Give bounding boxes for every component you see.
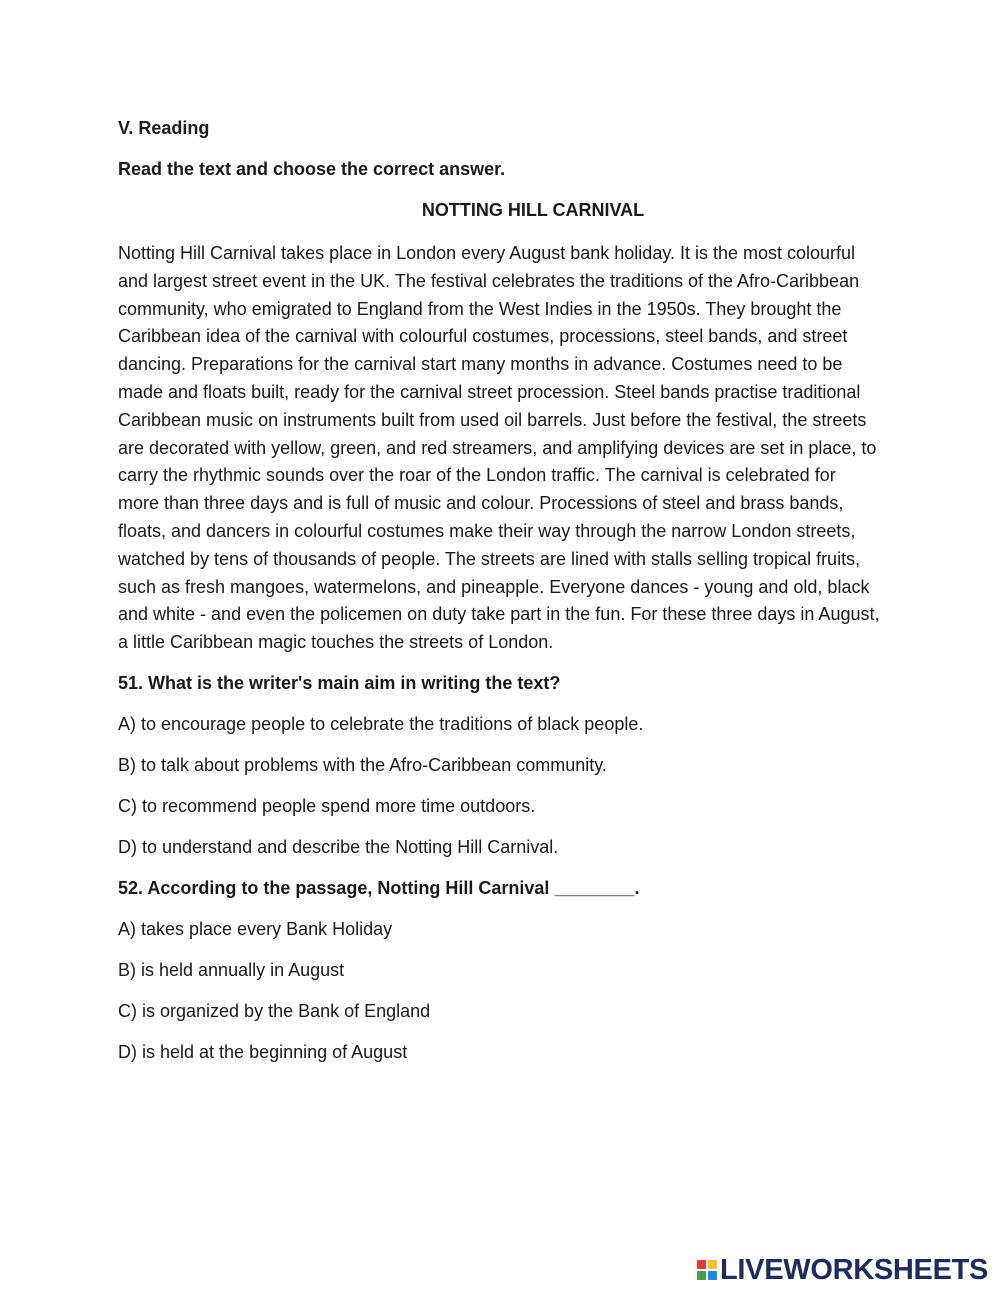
question-51-option-a[interactable]: A) to encourage people to celebrate the traditions of black people.	[118, 714, 644, 734]
passage-line: and white - and even the policemen on duty take part in the fun. For these three days in August,	[118, 604, 880, 625]
logo-block	[708, 1260, 717, 1269]
question-51-option-d[interactable]: D) to understand and describe the Notting Hill Carnival.	[118, 837, 559, 857]
passage-line: more than three days and is full of music and colour. Processions of steel and brass bands,	[118, 493, 844, 514]
passage-line: Notting Hill Carnival takes place in London every August bank holiday. It is the most colourful	[118, 243, 856, 263]
passage-line: Caribbean idea of the carnival with colourful costumes, processions, steel bands, and street	[118, 326, 848, 347]
logo-blocks-icon	[697, 1260, 717, 1280]
question-52-option-a[interactable]: A) takes place every Bank Holiday	[118, 919, 393, 939]
instruction-text: Read the text and choose the correct answer.	[118, 159, 506, 179]
question-51-option-b[interactable]: B) to talk about problems with the Afro-Caribbean community.	[118, 755, 607, 775]
passage-line: watched by tens of thousands of people. The streets are lined with stalls selling tropical fruits,	[118, 548, 861, 569]
passage-line: floats, and dancers in colourful costumes make their way through the narrow London streets,	[118, 520, 856, 541]
question-51-prompt: 51. What is the writer's main aim in writing the text?	[118, 673, 561, 693]
passage-title: NOTTING HILL CARNIVAL	[421, 200, 645, 220]
passage-line: are decorated with yellow, green, and red streamers, and amplifying devices are set in place, to	[118, 437, 877, 458]
question-52-option-b[interactable]: B) is held annually in August	[118, 960, 345, 980]
logo-text: LIVEWORKSHEETS	[720, 1254, 989, 1286]
passage-line: dancing. Preparations for the carnival start many months in advance. Costumes need to be	[118, 354, 843, 375]
passage-line: made and floats built, ready for the carnival street procession. Steel bands practise traditional	[118, 381, 861, 402]
question-52-prompt: 52. According to the passage, Notting Hill Carnival ________.	[118, 878, 640, 898]
passage-line: community, who emigrated to England from the West Indies in the 1950s. They brought the	[118, 298, 842, 319]
passage-line: such as fresh mangoes, watermelons, and pineapple. Everyone dances - young and old, black	[118, 576, 870, 597]
question-52-option-d[interactable]: D) is held at the beginning of August	[118, 1042, 408, 1062]
question-52-option-c[interactable]: C) is organized by the Bank of England	[118, 1001, 431, 1021]
passage-line: and largest street event in the UK. The festival celebrates the traditions of the Afro-Caribbean	[118, 270, 860, 291]
liveworksheets-logo	[697, 1253, 988, 1287]
passage-line: a little Caribbean magic touches the streets of London.	[118, 632, 554, 653]
passage-line: Caribbean music on instruments built from used oil barrels. Just before the festival, the streets	[118, 409, 867, 430]
passage-line: carry the rhythmic sounds over the roar of the London traffic. The carnival is celebrated for	[118, 465, 836, 486]
reading-passage	[118, 240, 948, 657]
logo-block	[697, 1271, 706, 1280]
logo-block	[708, 1271, 717, 1280]
section-heading: V. Reading	[118, 118, 210, 138]
logo-block	[697, 1260, 706, 1269]
question-51-option-c[interactable]: C) to recommend people spend more time outdoors.	[118, 796, 536, 816]
